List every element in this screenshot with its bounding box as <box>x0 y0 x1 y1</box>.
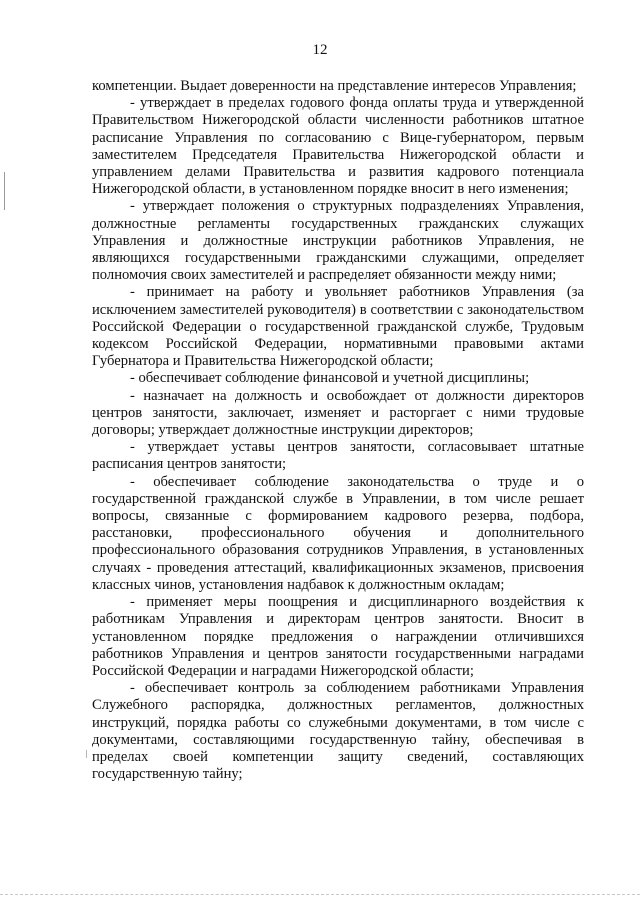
paragraph-3: - утверждает положения о структурных подразделениях Управления, должностные регламенты государственных гражданских служащих Управления и должностные инструкции работников Управления, не являющихся государственными гражданскими служащими, определяет полномочия своих заместителей и распределяет обязанности между ними; <box>92 198 584 284</box>
paragraph-7: - утверждает уставы центров занятости, согласовывает штатные расписания центров занятости; <box>92 439 584 473</box>
paragraph-6: - назначает на должность и освобождает от должности директоров центров занятости, заключает, изменяет и расторгает с ними трудовые договоры; утверждает должностные инструкции директоров; <box>92 387 584 439</box>
paragraph-5: - обеспечивает соблюдение финансовой и учетной дисциплины; <box>130 370 530 387</box>
paragraph-9: - применяет меры поощрения и дисциплинарного воздействия к работникам Управления и директорам центров занятости. Вносит в установленном порядке предложения о награждении отличившихся работников Управления и центров занятости государственными наградами Российской Федерации и наградами Нижегородской области; <box>92 594 584 679</box>
document-body <box>92 78 584 783</box>
paragraph-2: - утверждает в пределах годового фонда оплаты труда и утвержденной Правительством Нижегородской области численности работников штатное расписание Управления по согласованию с Вице-губернатором, первым заместителем Председателя Правительства Нижегородской области и управлением делами Правительства и развития кадрового потенциала Нижегородской области, в установленном порядке вносит в него изменения; <box>92 95 584 198</box>
scan-bottom-edge <box>0 894 640 895</box>
paragraph-4: - принимает на работу и увольняет работников Управления (за исключением заместителей руководителя) в соответствии с законодательством Российской Федерации о государственной гражданской службе, Трудовым кодексом Российской Федерации, нормативными правовыми актами Губернатора и Правительства Нижегородской области; <box>92 284 584 370</box>
page-number: 12 <box>312 42 328 58</box>
paragraph-8: - обеспечивает соблюдение законодательства о труде и о государственной гражданской службе в Управлении, в том числе решает вопросы, связанные с формированием кадрового резерва, подбора, расстановки, профессионального обучения и дополнительного профессионального образования сотрудников Управления, в установленных случаях - проведения аттестаций, квалификационных экзаменов, присвоения классных чинов, установления надбавок к должностным окладам; <box>92 473 584 593</box>
paragraph-1: компетенции. Выдает доверенности на представление интересов Управления; <box>92 78 577 94</box>
scan-artifact-mark <box>86 750 87 758</box>
scan-artifact-mark <box>4 172 5 210</box>
paragraph-10: - обеспечивает контроль за соблюдением работниками Управления Служебного распорядка, должностных регламентов, должностных инструкций, порядка работы со служебными документами, в том числе с документами, составляющими государственную тайну, обеспечивая в пределах своей компетенции защиту сведений, составляющих государственную тайну; <box>92 680 584 783</box>
